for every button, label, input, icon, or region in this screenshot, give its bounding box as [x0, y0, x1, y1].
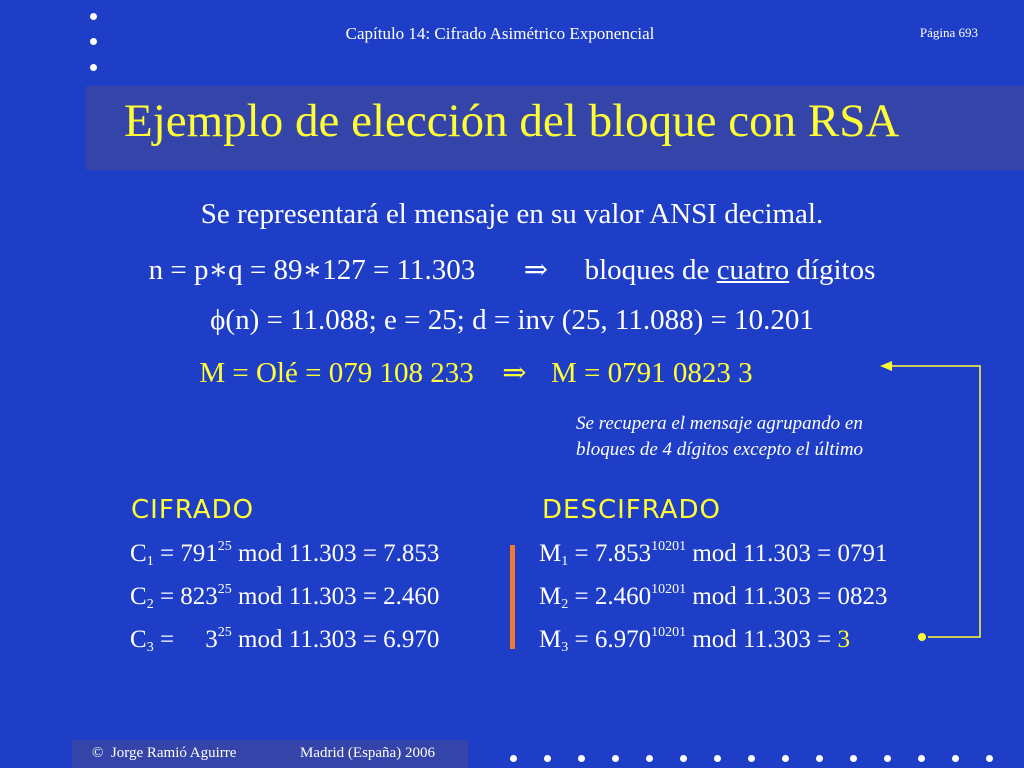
decipher-row: $M_3 = 6.970^{10201}$ mod 11.303 = 3: [539, 625, 850, 655]
bullet-dot: [90, 13, 97, 20]
bullet-dot: [884, 755, 891, 762]
modulus-expression: n = p∗q = 89∗127 = 11.303: [148, 254, 476, 286]
copyright-icon: ©: [92, 745, 104, 761]
bullet-dot: [612, 755, 619, 762]
bullet-dot: [90, 64, 97, 71]
bullet-dot: [850, 755, 857, 762]
bullet-dot: [816, 755, 823, 762]
decipher-row: $M_2 = 2.460^{10201}$ mod 11.303 = 0823: [539, 582, 888, 612]
bullet-dot: [510, 755, 517, 762]
descifrado-heading: DESCIFRADO: [542, 495, 722, 525]
message-blocks: M = 0791 0823 3: [551, 357, 753, 389]
bullet-dot: [646, 755, 653, 762]
cipher-row: $C_1 = 791^{25}$ mod 11.303 = 7.853: [130, 539, 440, 569]
last-block-value: 3: [837, 626, 850, 653]
connector-arrow: [870, 355, 1000, 655]
decipher-row: $M_1 = 7.853^{10201}$ mod 11.303 = 0791: [539, 539, 888, 569]
bullet-dot: [952, 755, 959, 762]
block-size-word: cuatro: [716, 254, 790, 286]
bullet-dot: [748, 755, 755, 762]
text-line-4: [0, 355, 988, 390]
bullet-dot: [578, 755, 585, 762]
bullet-dot: [918, 755, 925, 762]
bullet-dot: [680, 755, 687, 762]
implies-arrow: ⇒: [523, 254, 549, 286]
bullet-dot: [544, 755, 551, 762]
bullet-dot: [986, 755, 993, 762]
text-line-3: ϕ(n) = 11.088; e = 25; d = inv (25, 11.088) = 10.201: [210, 304, 814, 336]
text-line-2: [0, 252, 1024, 287]
text-line-1: Se representará el mensaje en su valor ANSI decimal.: [200, 198, 824, 230]
message-encoding: M = Olé = 079 108 233: [199, 357, 474, 389]
note-line-1: Se recupera el mensaje agrupando en: [576, 413, 863, 434]
block-size-prefix: bloques de: [584, 254, 717, 286]
page-number: Página 693: [919, 25, 978, 40]
bullet-dot: [714, 755, 721, 762]
column-separator: [510, 545, 515, 649]
cipher-row: $C_3$ = $3^{25}$ mod 11.303 = 6.970: [130, 625, 440, 655]
footer-author: © Jorge Ramió Aguirre: [92, 745, 237, 761]
chapter-title: Capítulo 14: Cifrado Asimétrico Exponencial: [345, 24, 655, 43]
annotation-note: [576, 411, 996, 463]
cifrado-heading: CIFRADO: [131, 495, 255, 525]
footer-place: Madrid (España) 2006: [300, 745, 435, 761]
block-size-suffix: dígitos: [789, 254, 876, 286]
slide-title: Ejemplo de elección del bloque con RSA: [124, 95, 900, 147]
bullet-dot: [782, 755, 789, 762]
note-line-2: bloques de 4 dígitos excepto el último: [576, 439, 864, 460]
implies-arrow: ⇒: [502, 357, 527, 389]
cipher-row: $C_2 = 823^{25}$ mod 11.303 = 2.460: [130, 582, 440, 612]
